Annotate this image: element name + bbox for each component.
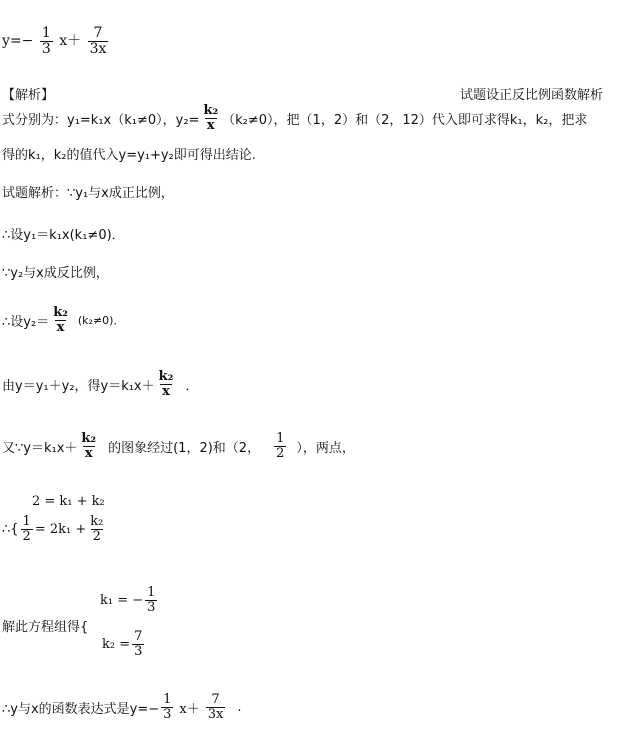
analysis-text: 式分别为：y₁=k₁x（k₁≠0），y₂= xyxy=(2,112,200,128)
solution-text: k₁ = − xyxy=(100,592,144,608)
fraction-numerator: k₂ xyxy=(158,369,174,384)
fraction-denominator: x xyxy=(162,383,170,399)
fraction-numerator: k₂ xyxy=(90,514,104,529)
solution-text: ∴y与x的函数表达式是y=− xyxy=(2,701,160,717)
top-answer-x: x＋ xyxy=(59,33,82,50)
fraction-denominator: 3x xyxy=(89,40,107,57)
solution-fraction xyxy=(132,630,144,658)
fraction-numerator: 7 xyxy=(134,629,143,644)
system-1-eq-1: 2 = k₁ + k₂ xyxy=(32,494,105,509)
system-2-prefix: 解此方程组得{ xyxy=(2,620,89,635)
fraction-denominator: 2 xyxy=(276,445,285,461)
fraction-denominator: 3 xyxy=(163,706,172,722)
solution-text: ），两点， xyxy=(296,440,355,456)
analysis-fraction xyxy=(201,104,220,132)
fraction-denominator: 3 xyxy=(41,40,51,57)
system-2-k1 xyxy=(100,586,159,614)
solution-fraction xyxy=(145,586,157,614)
fraction-denominator: x xyxy=(84,445,93,461)
solution-line-1: 试题解析：∵y₁与x成正比例， xyxy=(2,186,174,201)
fraction-numerator: k₂ xyxy=(203,103,219,118)
analysis-line-2 xyxy=(2,104,587,132)
solution-line-2: ∴设y₁＝k₁x(k₁≠0)． xyxy=(2,228,125,243)
analysis-intro: 试题设正反比例函数解析 xyxy=(460,88,604,103)
top-answer-lhs: y=− xyxy=(2,33,34,50)
solution-text: 的图象经过(1，2)和（2， xyxy=(108,440,261,456)
fraction-denominator: x xyxy=(56,319,65,335)
analysis-line-3: 得的k₁，k₂的值代入y=y₁+y₂即可得出结论. xyxy=(2,148,256,163)
solution-text: k₂ = xyxy=(102,636,131,652)
top-answer-fraction-1 xyxy=(40,26,53,56)
system-2-k2 xyxy=(102,630,146,658)
fraction-denominator: x xyxy=(206,117,215,133)
solution-fraction xyxy=(21,515,33,543)
fraction-denominator: 2 xyxy=(92,528,101,544)
fraction-numerator: k₂ xyxy=(53,305,68,320)
fraction-denominator: 3 xyxy=(147,599,156,615)
fraction-denominator: 3x xyxy=(207,706,224,722)
solution-fraction xyxy=(161,693,173,721)
solution-fraction xyxy=(274,432,286,460)
solution-fraction xyxy=(79,432,98,460)
system-1-eq-2 xyxy=(2,515,107,543)
system-1-prefix: ∴{ xyxy=(2,521,19,537)
fraction-numerator: 1 xyxy=(22,514,31,529)
solution-text: . xyxy=(237,699,242,715)
solution-line-3: ∵y₂与x成反比例， xyxy=(2,266,109,281)
fraction-numerator: k₂ xyxy=(81,431,97,446)
solution-fraction xyxy=(206,693,226,721)
top-answer-fraction-2 xyxy=(88,26,109,56)
final-answer xyxy=(2,693,242,721)
solution-text: 又∵y＝k₁x＋ xyxy=(2,440,78,456)
solution-text: ． xyxy=(185,378,199,394)
top-answer xyxy=(2,26,110,56)
solution-text: ∴设y₂＝ xyxy=(2,314,50,330)
analysis-heading: 【解析】 xyxy=(2,88,55,103)
solution-text: x＋ xyxy=(179,701,200,717)
fraction-numerator: 7 xyxy=(211,692,220,707)
fraction-denominator: 3 xyxy=(134,643,143,659)
fraction-numerator: 1 xyxy=(163,692,172,707)
solution-fraction xyxy=(51,306,70,334)
solution-fraction xyxy=(88,515,105,543)
solution-line-4 xyxy=(2,306,124,334)
solution-text: 由y＝y₁＋y₂，得y＝k₁x＋ xyxy=(2,378,155,394)
fraction-denominator: 2 xyxy=(22,528,31,544)
solution-text: (k₂≠0)． xyxy=(77,314,125,328)
solution-line-5 xyxy=(2,370,198,398)
solution-line-6 xyxy=(2,432,355,460)
fraction-numerator: 7 xyxy=(93,25,103,41)
fraction-numerator: 1 xyxy=(41,25,51,41)
fraction-numerator: 1 xyxy=(276,431,285,446)
solution-fraction xyxy=(157,370,176,398)
analysis-text: （k₂≠0），把（1，2）和（2，12）代入即可求得k₁，k₂，把求 xyxy=(222,112,588,128)
fraction-numerator: 1 xyxy=(147,585,156,600)
solution-text: = 2k₁ + xyxy=(34,521,87,537)
